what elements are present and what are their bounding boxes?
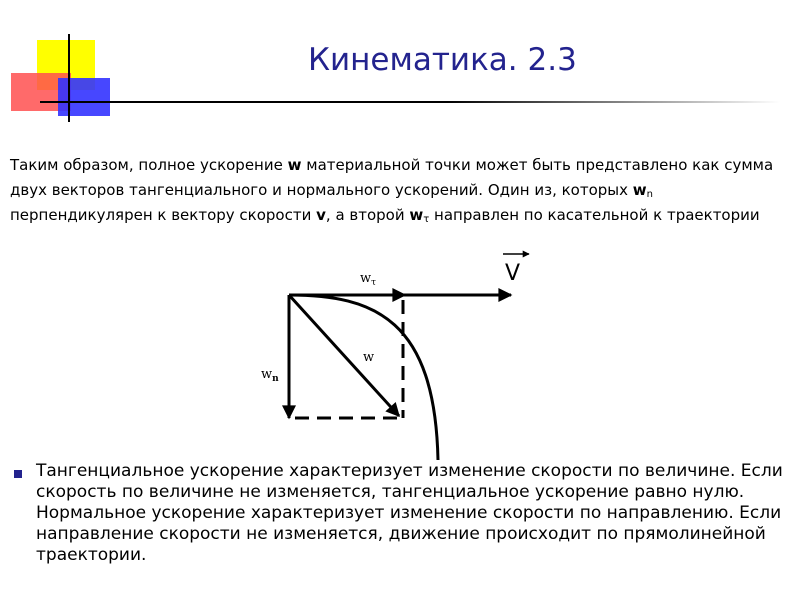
intro-wn-symbol: w [632, 181, 647, 199]
decorative-logo [0, 0, 130, 130]
intro-text-4: , а второй [325, 206, 410, 224]
total-acceleration-vector [289, 295, 399, 416]
logo-blue-square [58, 78, 110, 116]
label-wn [261, 367, 279, 384]
intro-text-1: Таким образом, полное ускорение [10, 156, 288, 174]
intro-text-5: направлен по касательной к траектории [429, 206, 760, 224]
label-wn-base: w [261, 367, 273, 382]
intro-w-symbol: w [287, 156, 302, 174]
label-wt-sub: τ [371, 278, 377, 288]
intro-paragraph [10, 153, 790, 228]
bullet-marker [14, 470, 22, 478]
title-underline [40, 101, 780, 103]
intro-text-3: перпендикулярен к вектору скорости [10, 206, 317, 224]
intro-text-2: материальной точки может быть представлено как сумма двух векторов тангенциального и нормального ускорений. Один из, которых [10, 156, 774, 199]
intro-v-symbol: v [316, 206, 326, 224]
label-w: w [363, 350, 375, 365]
label-wt [360, 271, 376, 288]
label-v: V [505, 261, 521, 286]
acceleration-vector-diagram [255, 250, 545, 465]
intro-wn-subscript: n [646, 189, 653, 200]
label-wt-base: w [360, 271, 372, 286]
bullet-paragraph: Тангенциальное ускорение характеризует изменение скорости по величине. Если скорость по величине не изменяется, тангенциальное ускорение равно нулю. Нормальное ускорение характеризует изменение скорости по направлению. Если направление скорости не изменяется, движение происходит по прямолинейной траектории. [36, 461, 783, 565]
intro-wt-symbol: w [409, 206, 424, 224]
intro-wt-subscript: τ [423, 214, 430, 225]
label-wn-sub: n [272, 374, 279, 384]
page-title: Кинематика. 2.3 [308, 42, 577, 78]
